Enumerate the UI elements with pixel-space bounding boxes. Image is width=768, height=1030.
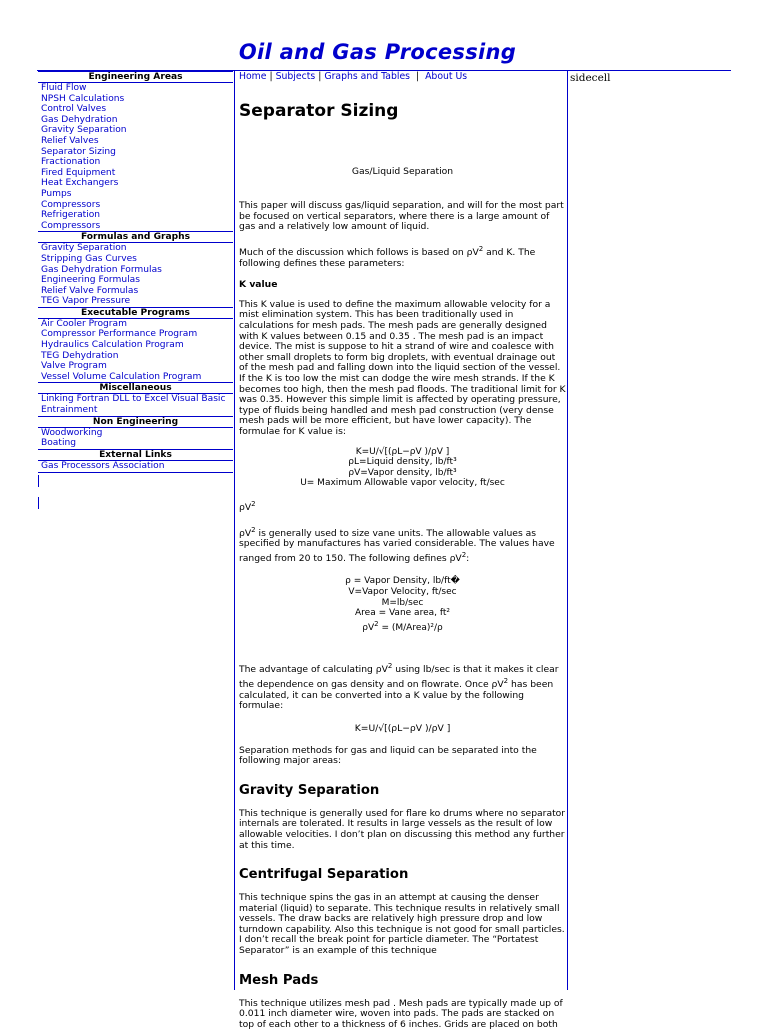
vapor-density-line: ρ = Vapor Density, lb/ft� xyxy=(345,576,460,587)
sidebar-link-gas-dehydration[interactable]: Gas Dehydration xyxy=(41,114,118,125)
sidebar-link-npsh-calculations[interactable]: NPSH Calculations xyxy=(41,93,125,104)
sidebar-link-heat-exchangers[interactable]: Heat Exchangers xyxy=(41,178,119,189)
sidebar-link-air-cooler-program[interactable]: Air Cooler Program xyxy=(41,318,127,329)
sidebar-link-relief-valves[interactable]: Relief Valves xyxy=(41,135,99,146)
centrifugal-separation-paragraph: This technique spins the gas in an attempt at causing the denser material (liquid) to separate. This technique results in relatively small vessels. The draw backs are relatively high pressure drop and low turndown capability. Also this technique is not good for small particles. I don’t recall the break point for particle diameter. The “Portatest Separator” is an example of this technique xyxy=(239,892,565,957)
main-left-border xyxy=(234,71,235,990)
sidebar-link-compressors[interactable]: Compressors xyxy=(41,199,101,210)
sidebar-header-formulas-graphs: Formulas and Graphs xyxy=(38,231,233,243)
sidebar xyxy=(38,71,233,509)
sidebar-header-engineering-areas: Engineering Areas xyxy=(38,71,233,83)
sidebar-header-miscellaneous: Miscellaneous xyxy=(38,382,233,394)
sidebar-link-stripping-gas-curves[interactable]: Stripping Gas Curves xyxy=(41,253,137,264)
gravity-separation-heading: Gravity Separation xyxy=(239,782,380,798)
rhov2-heading: $\rho V^2$ xyxy=(239,499,256,513)
sidebar-header-non-engineering: Non Engineering xyxy=(38,416,233,428)
advantage-paragraph: The advantage of calculating $\rho V^2$ using lb/sec is that it makes it clear the dependence on gas density and on flowrate. Once $\rho V^2$ has been calculated, it can be converted into a K value by the following formulae: xyxy=(239,662,559,712)
sidebar-link-fractionation[interactable]: Fractionation xyxy=(41,157,101,168)
centrifugal-separation-heading: Centrifugal Separation xyxy=(239,867,409,883)
mesh-pads-paragraph: This technique utilizes mesh pad . Mesh pads are typically made up of 0.011 inch diameter wire, woven into pads. The pads are stacked on top of each other to a thickness of 6 inches. Grids are placed on both xyxy=(239,997,563,1030)
sidebar-link-relief-valve-formulas[interactable]: Relief Valve Formulas xyxy=(41,285,139,296)
top-nav: Home | Subjects | Graphs and Tables | About Us xyxy=(239,71,468,82)
sidebar-link-pumps[interactable]: Pumps xyxy=(41,188,72,199)
sidebar-header-external-links: External Links xyxy=(38,449,233,461)
k-value-paragraph: This K value is used to define the maximum allowable velocity for a mist elimination system. This has been traditionally used in calculations for mesh pads. The mesh pads are generally designed with K values between 0.15 and 0.35 . The mesh pad is an impact device. The mist is suppose to hit a strand of wire and coalesce with other small droplets to form big droplets, with eventual drainage out of the mesh pad and falling down into the liquid section of the vessel. If the K is too low the mist can dodge the wire mesh strands. If the K becomes too high, then the mesh pad floods. The traditional limit for K was 0.35. However this simple limit is affected by operating pressure, type of fluids being handled and mesh pad construction (very dense mesh pads will be more efficient, but have lower capacity). The formulae for K value is: xyxy=(239,298,566,437)
vane-area-line: Area = Vane area, ft² xyxy=(355,608,450,619)
sidebar-link-valve-program[interactable]: Valve Program xyxy=(41,361,107,372)
sidebar-link-fired-equipment[interactable]: Fired Equipment xyxy=(41,167,116,178)
sidebar-link-vessel-volume-program[interactable]: Vessel Volume Calculation Program xyxy=(41,371,202,382)
sidecell: sidecell xyxy=(570,72,611,84)
vapor-velocity-line: V=Vapor Velocity, ft/sec xyxy=(348,587,457,598)
sidebar-header-executable-programs: Executable Programs xyxy=(38,307,233,319)
site-title: Oil and Gas Processing xyxy=(238,40,517,64)
sidebar-link-boating[interactable]: Boating xyxy=(41,438,77,449)
nav-about-us[interactable]: About Us xyxy=(425,71,468,82)
sidebar-link-gravity-separation[interactable]: Gravity Separation xyxy=(41,125,127,136)
sidebar-link-fortran-dll-entrainment[interactable]: Linking Fortran DLL to Excel Visual Basic Entrainment xyxy=(41,394,226,416)
sidebar-link-gravity-separation-graph[interactable]: Gravity Separation xyxy=(41,243,127,254)
sidebar-link-gas-dehydration-formulas[interactable]: Gas Dehydration Formulas xyxy=(41,264,162,275)
k-value-heading: K value xyxy=(239,279,278,291)
gravity-separation-paragraph: This technique is generally used for flare ko drums where no separator internals are tolerated. It results in large vessels as the result of low allowable velocities. I don’t plan on discussing this method any further at this time. xyxy=(239,807,566,851)
page-title: Separator Sizing xyxy=(239,100,399,121)
parameters-paragraph: Much of the discussion which follows is based on $\rho V^2$ and K. The following defines these parameters: xyxy=(239,244,536,269)
vapor-density-def: ρV=Vapor density, lb/ft³ xyxy=(348,467,457,478)
sidebar-link-compressors-2[interactable]: Compressors xyxy=(41,220,101,231)
k-formula: K=U/√[(ρL−ρV )/ρV ] xyxy=(355,446,450,457)
sidebar-link-control-valves[interactable]: Control Valves xyxy=(41,104,107,115)
sidebar-link-teg-vapor-pressure[interactable]: TEG Vapor Pressure xyxy=(41,296,131,307)
velocity-def: U= Maximum Allowable vapor velocity, ft/sec xyxy=(300,478,505,489)
rhov2-paragraph: $\rho V^2$ is generally used to size vane units. The allowable values as specified by manufactures has varied considerable. The values have ranged from 20 to 150. The following defines $\rho V^2$: xyxy=(239,525,555,564)
sidebar-link-woodworking[interactable]: Woodworking xyxy=(41,427,103,438)
liquid-density-def: ρL=Liquid density, lb/ft³ xyxy=(348,457,457,468)
sidebar-link-teg-dehydration[interactable]: TEG Dehydration xyxy=(41,350,119,361)
nav-subjects[interactable]: Subjects xyxy=(275,71,316,82)
sidebar-link-hydraulics-calculation-program[interactable]: Hydraulics Calculation Program xyxy=(41,340,184,351)
rhov2-formula: $\rho V^2$ = (M/Area)²/ρ xyxy=(362,619,443,633)
mass-flow-line: M=lb/sec xyxy=(381,597,424,608)
article-subtitle: Gas/Liquid Separation xyxy=(351,165,454,177)
sidebar-link-gas-processors-association[interactable]: Gas Processors Association xyxy=(41,460,165,471)
main-content xyxy=(239,72,566,1030)
sidebar-link-fluid-flow[interactable]: Fluid Flow xyxy=(41,83,87,93)
mesh-pads-heading: Mesh Pads xyxy=(239,972,319,988)
k-conversion-formula: K=U/√[(ρL−ρV )/ρV ] xyxy=(354,722,451,734)
main-right-border xyxy=(567,71,568,990)
sidebar-link-compressor-performance-program[interactable]: Compressor Performance Program xyxy=(41,329,198,340)
intro-paragraph: This paper will discuss gas/liquid separation, and will for the most part be focused on vertical separators, where there is a large amount of gas and a relatively low amount of liquid. xyxy=(239,200,564,233)
sidebar-link-engineering-formulas[interactable]: Engineering Formulas xyxy=(41,275,140,286)
sidebar-bottom-rule xyxy=(38,472,233,473)
nav-graphs-and-tables[interactable]: Graphs and Tables xyxy=(324,71,411,82)
k-formula-block xyxy=(239,447,566,489)
methods-paragraph: Separation methods for gas and liquid can be separated into the following major areas: xyxy=(239,744,537,767)
sidebar-marker-2 xyxy=(38,497,39,509)
rhov2-formula-block xyxy=(239,576,566,633)
sidebar-marker-1 xyxy=(38,475,39,487)
sidebar-link-refrigeration[interactable]: Refrigeration xyxy=(41,210,101,221)
nav-home[interactable]: Home xyxy=(239,71,267,82)
sidebar-link-separator-sizing[interactable]: Separator Sizing xyxy=(41,146,116,157)
